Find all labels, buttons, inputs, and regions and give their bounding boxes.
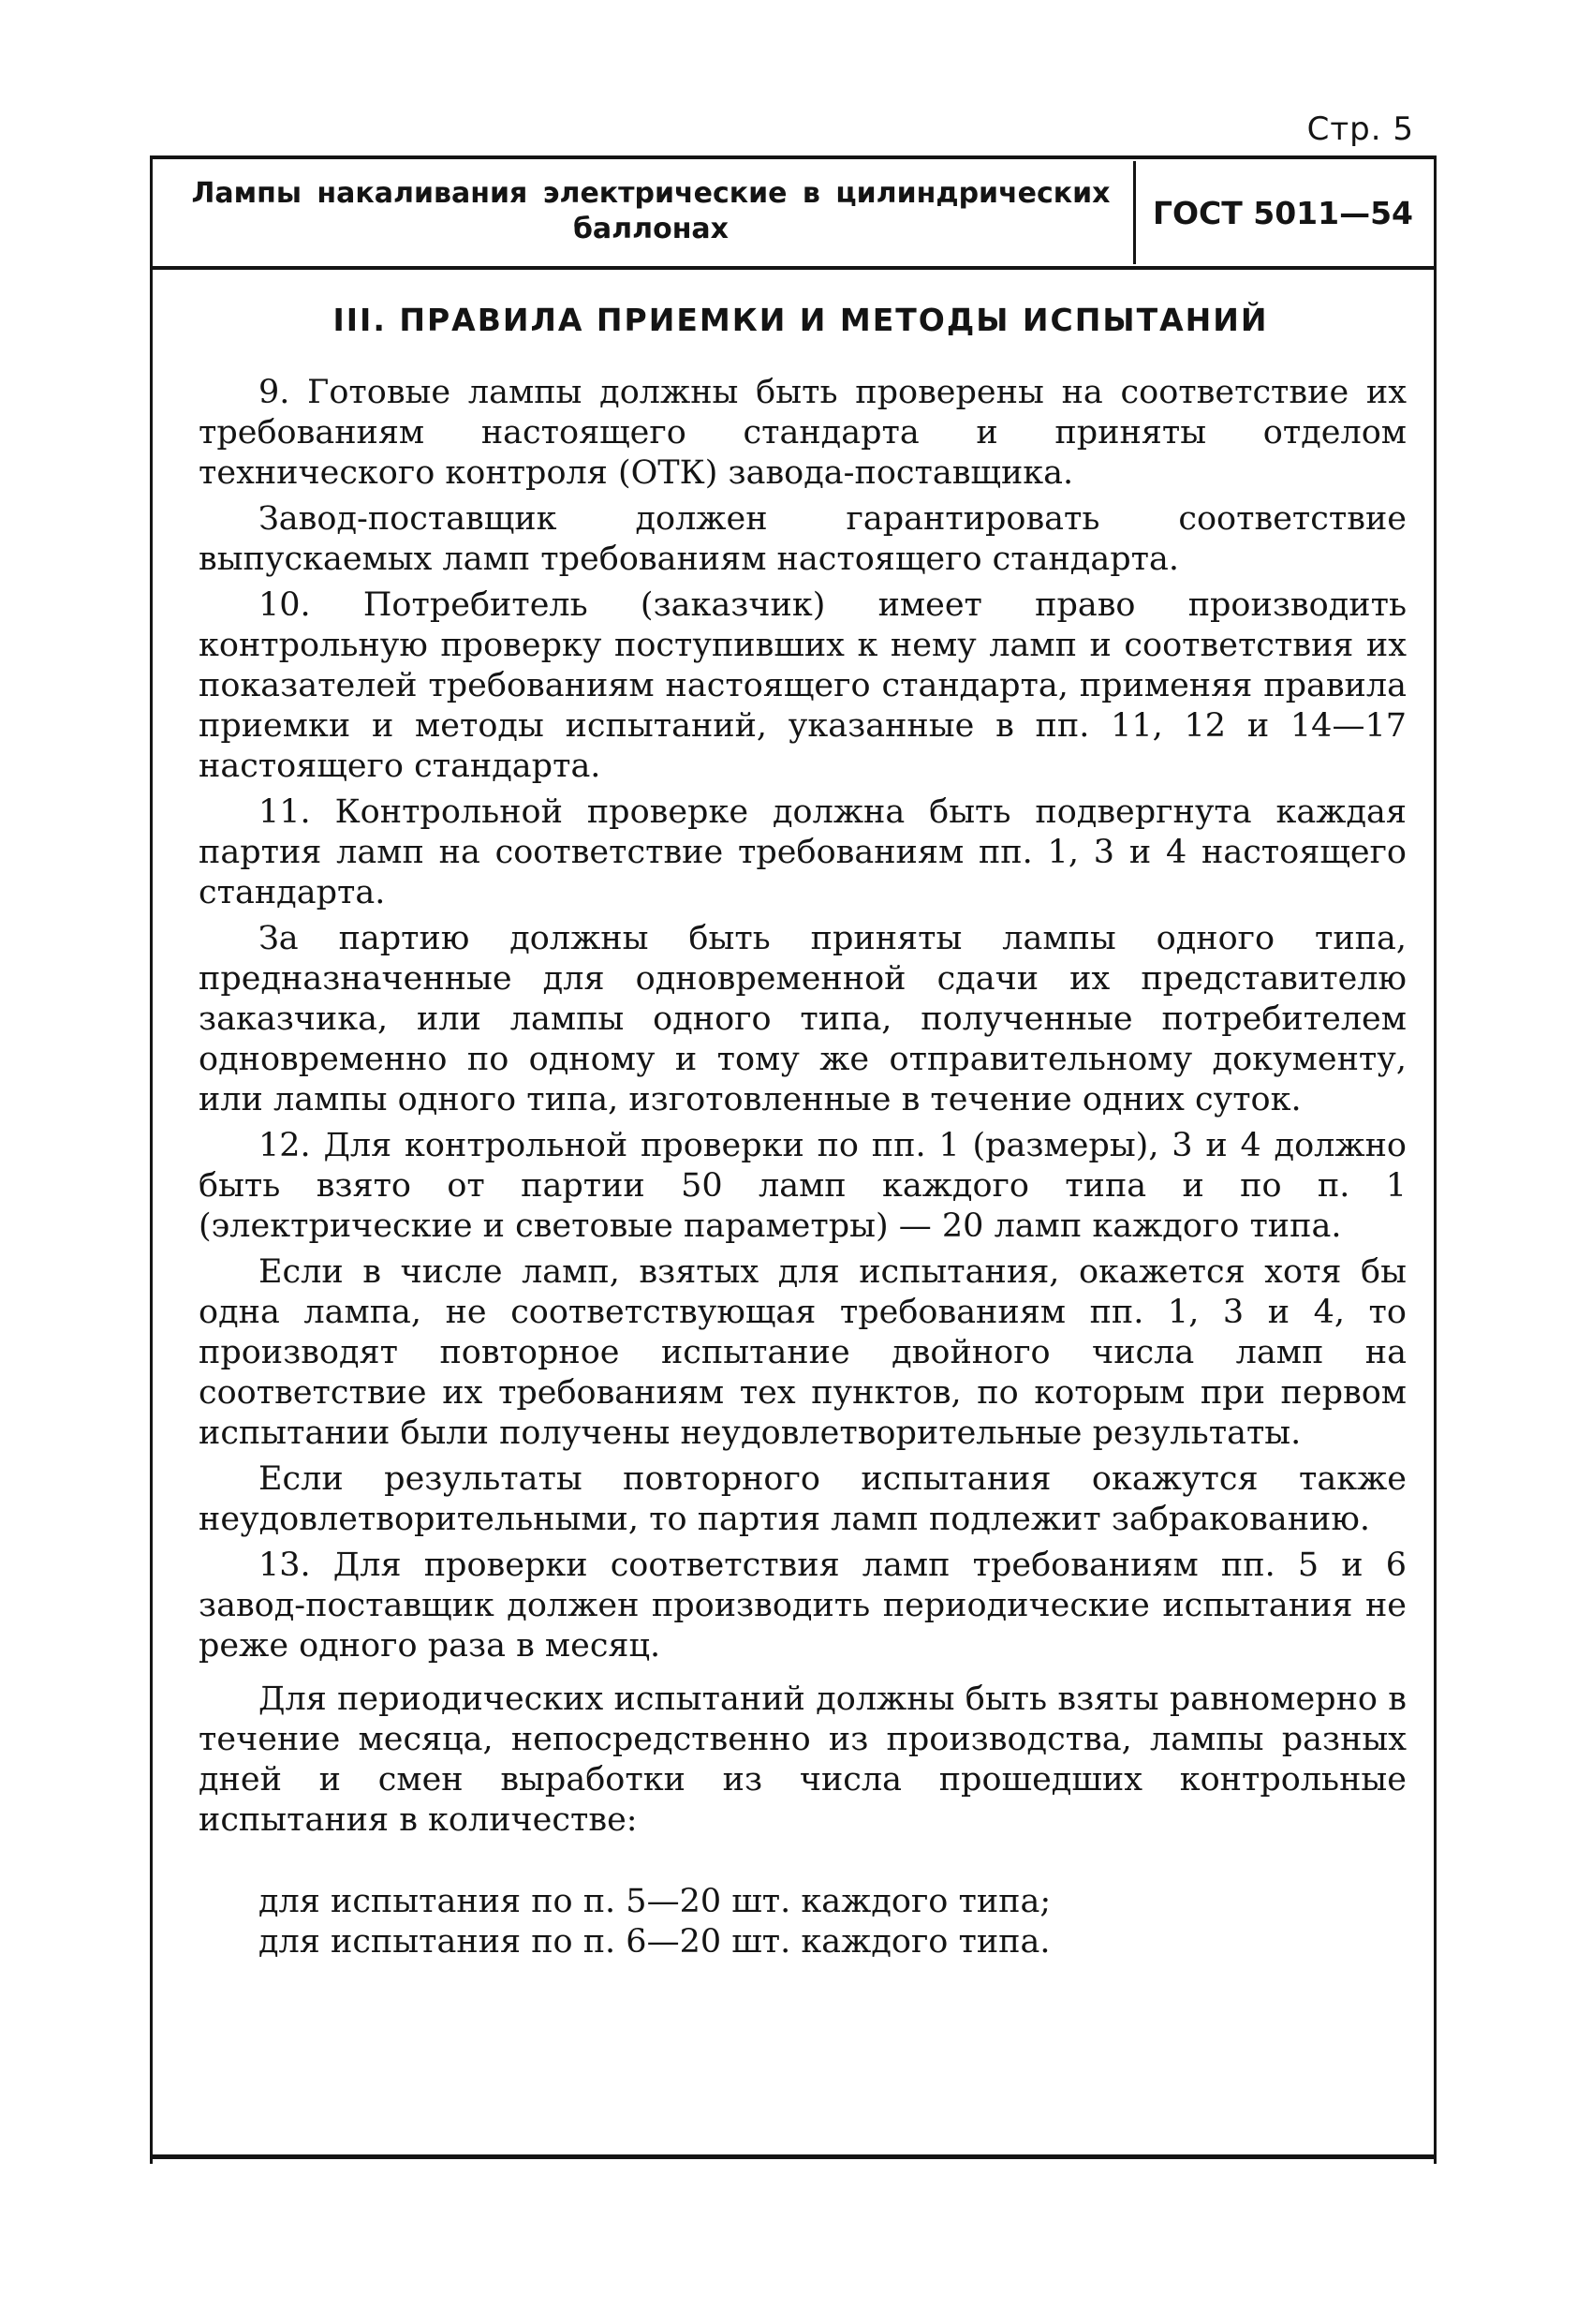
- paragraph-12: 12. Для контрольной проверки по пп. 1 (размеры), 3 и 4 должно быть взято от партии 50 ламп каждого типа и по п. 1 (электрические и световые параметры) — 20 ламп каждого типа.: [199, 1127, 1407, 1245]
- header-rule: [150, 266, 1437, 270]
- paragraph-13-sampling: Для периодических испытаний должны быть взяты равномерно в течение месяца, непосредственно из производства, лампы разных дней и смен выработки из числа прошедших контрольные испытания в количестве:: [199, 1680, 1407, 1839]
- paragraph-12-retest: Если в числе ламп, взятых для испытания, окажется хотя бы одна лампа, не соответствующая требованиям пп. 1, 3 и 4, то производят повторное испытание двойного числа ламп на соответствие их требованиям тех пунктов, по которым при первом испытании были получены неудовлетворительные результаты.: [199, 1253, 1407, 1452]
- bottom-rule: [150, 2154, 1437, 2159]
- paragraph-11: 11. Контрольной проверке должна быть подвергнута каждая партия ламп на соответствие требованиям пп. 1, 3 и 4 настоящего стандарта.: [199, 793, 1407, 911]
- paragraph-12-reject: Если результаты повторного испытания окажутся также неудовлетворительными, то партия ламп подлежит забракованию.: [199, 1460, 1407, 1538]
- document-title: Лампы накаливания электрические в цилиндрических баллонах: [191, 177, 1111, 245]
- document-body: [199, 373, 1407, 1962]
- paragraph-11-batch: За партию должны быть приняты лампы одного типа, предназначенные для одновременной сдачи их представителю заказчика, или лампы одного типа, полученные потребителем одновременно по одному и тому же отправительному документу, или лампы одного типа, изготовленные в течение одних суток.: [199, 920, 1407, 1118]
- top-rule: [150, 155, 1437, 159]
- list-item: для испытания по п. 6—20 шт. каждого типа.: [258, 1923, 1051, 1961]
- paragraph-10: 10. Потребитель (заказчик) имеет право производить контрольную проверку поступивших к нему ламп и соответствия их показателей требованиям настоящего стандарта, применяя правила приемки и методы испытаний, указанные в пп. 11, 12 и 14—17 настоящего стандарта.: [199, 586, 1407, 785]
- paragraph-9-guarantee: Завод-поставщик должен гарантировать соответствие выпускаемых ламп требованиям настоящего стандарта.: [199, 500, 1407, 578]
- list-item: для испытания по п. 5—20 шт. каждого типа;: [258, 1883, 1052, 1920]
- section-heading: III. ПРАВИЛА ПРИЕМКИ И МЕТОДЫ ИСПЫТАНИЙ: [332, 302, 1269, 338]
- paragraph-13: 13. Для проверки соответствия ламп требованиям пп. 5 и 6 завод-поставщик должен производить периодические испытания не реже одного раза в месяц.: [199, 1547, 1407, 1665]
- sample-quantity-list: [199, 1882, 1407, 1962]
- page-number: Стр. 5: [1306, 111, 1414, 148]
- standard-code: ГОСТ 5011—54: [1152, 195, 1414, 231]
- paragraph-9: 9. Готовые лампы должны быть проверены на соответствие их требованиям настоящего стандарта и приняты отделом технического контроля (ОТК) завода-поставщика.: [199, 374, 1407, 492]
- header-separator: [1133, 161, 1136, 264]
